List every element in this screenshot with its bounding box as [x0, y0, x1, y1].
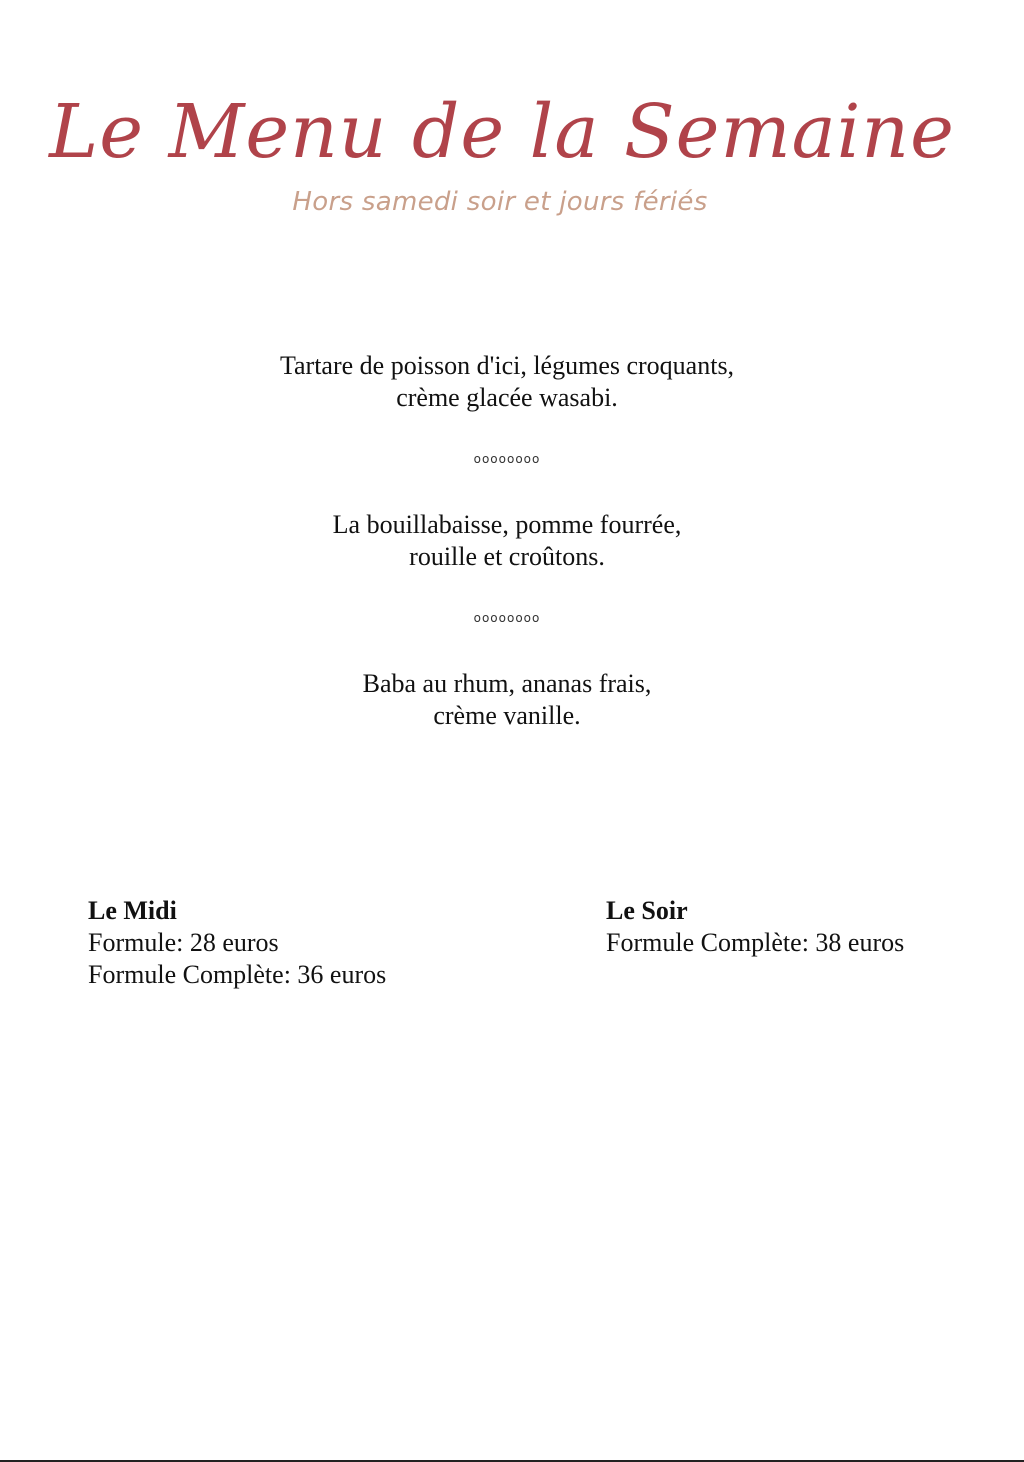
course-dessert: [0, 668, 1014, 732]
pricing-midi-heading: Le Midi: [88, 896, 177, 925]
course-starter: [0, 350, 1014, 414]
menu-title: Le Menu de la Semaine: [49, 89, 955, 175]
course-line: crème glacée wasabi.: [396, 383, 618, 412]
course-line: crème vanille.: [433, 701, 581, 730]
menu-courses: [0, 350, 1014, 732]
course-line: La bouillabaisse, pomme fourrée,: [332, 510, 682, 539]
pricing-line: Formule Complète: 38 euros: [606, 928, 905, 957]
course-separator: oooooooo: [473, 452, 541, 466]
pricing-soir-heading: Le Soir: [606, 896, 688, 925]
pricing-line: Formule Complète: 36 euros: [88, 960, 387, 989]
course-separator: oooooooo: [473, 611, 541, 625]
pricing-soir: [606, 895, 904, 959]
menu-header: [0, 89, 1024, 217]
course-line: Baba au rhum, ananas frais,: [362, 669, 652, 698]
pricing-midi: [88, 895, 386, 991]
pricing-line: Formule: 28 euros: [88, 928, 279, 957]
menu-subtitle: Hors samedi soir et jours fériés: [292, 187, 708, 217]
course-line: Tartare de poisson d'ici, légumes croquants,: [279, 351, 735, 380]
course-line: rouille et croûtons.: [409, 542, 605, 571]
course-main: [0, 509, 1014, 573]
